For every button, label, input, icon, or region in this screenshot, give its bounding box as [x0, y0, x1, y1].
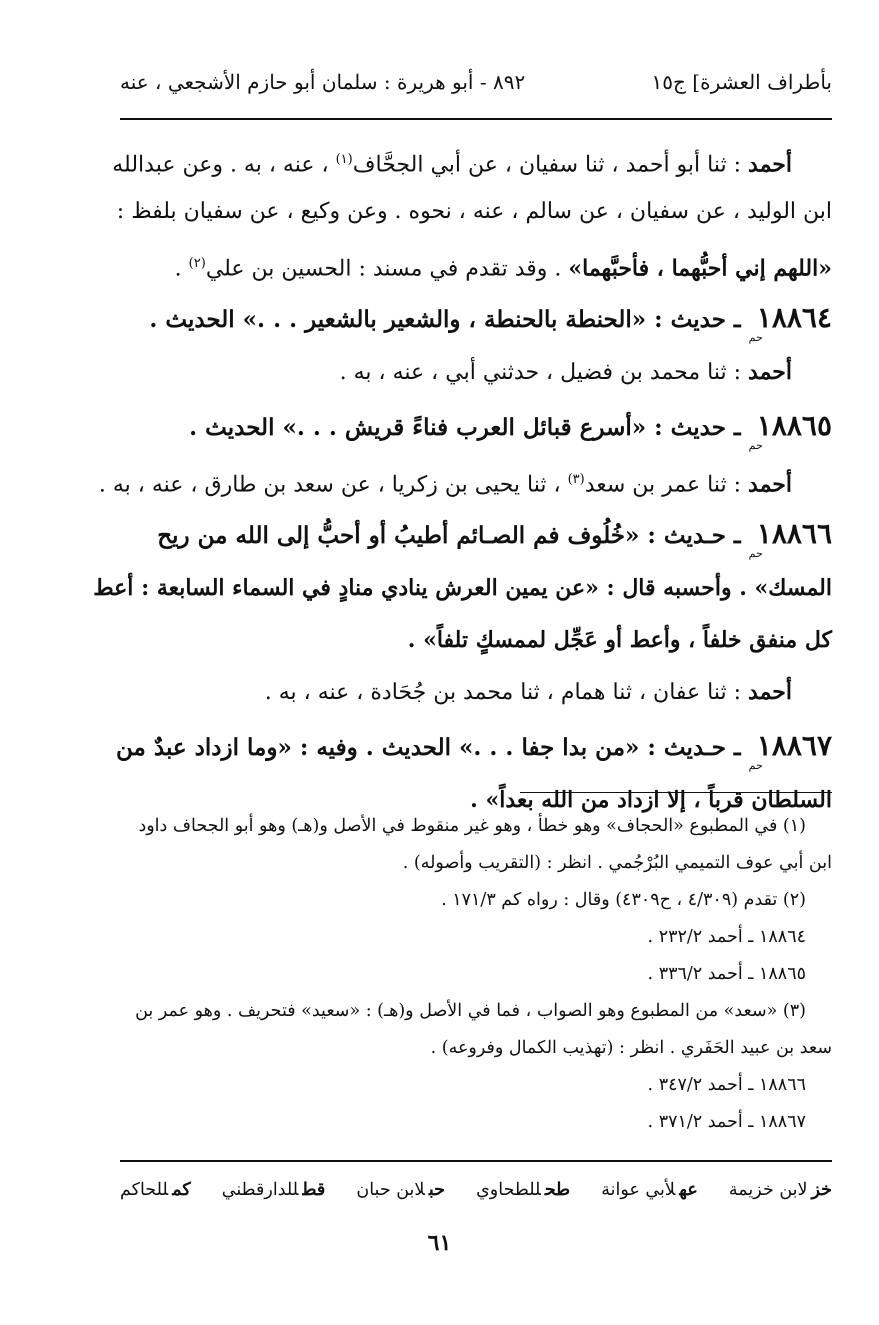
- abbrev-item: [356, 1180, 445, 1200]
- text-line: [116, 186, 832, 238]
- text-line: [112, 134, 832, 186]
- source-name: أحمد: [748, 151, 792, 178]
- text-line: [93, 562, 832, 614]
- hadith-number: [748, 301, 832, 344]
- source-mark: حم: [748, 331, 763, 344]
- hadith-quote: «اللهم إني أحبُّهما ، فأحبَّهما»: [568, 255, 832, 282]
- hadith-heading: [116, 718, 832, 774]
- abbrev-code: طح: [544, 1180, 571, 1200]
- abbrev-item: [601, 1180, 698, 1200]
- hadith-quote: المسك» . وأحسبه قال : «عن يمين العرش ينادي منادٍ في السماء السابعة : أعط: [93, 575, 832, 601]
- punctuation: .: [174, 256, 189, 282]
- abbrev-item: [476, 1180, 570, 1200]
- reference-line: ١٨٨٦٦ ـ أحمد ٣٤٧/٢ .: [647, 1075, 806, 1095]
- abbrev-code: قط: [302, 1180, 326, 1200]
- footnote-line: (٢) تقدم (٤/٣٠٩ ، ح٤٣٠٩) وقال : رواه كم ١٧١/٣ .: [441, 890, 806, 910]
- chain-text: ، ثنا يحيى بن زكريا ، عن سعد بن طارق ، عنه ، به .: [98, 472, 568, 498]
- source-name: أحمد: [748, 471, 792, 498]
- footnote-ref: (٢): [188, 256, 206, 271]
- abbrev-code: حب: [428, 1180, 445, 1200]
- footnote-line: ابن أبي عوف التميمي البُرْجُمي . انظر : (التقريب وأصوله) .: [402, 853, 832, 873]
- header-rule: [120, 118, 832, 120]
- footnote-line: (٣) «سعد» من المطبوع وهو الصواب ، فما في الأصل و(هـ) : «سعيد» فتحريف . وهو عمر بن: [135, 1001, 806, 1021]
- text-line: [120, 666, 832, 718]
- hadith-number-text: ١٨٨٦٤: [756, 301, 832, 334]
- footnote-line: (١) في المطبوع «الحجاف» وهو خطأ ، وهو غير منقوط في الأصل و(هـ) وهو أبو الجحاف داود: [138, 816, 806, 836]
- hadith-heading: [120, 290, 832, 346]
- chain-text: : ثنا أبو أحمد ، ثنا سفيان ، عن أبي الجحَّاف: [352, 152, 749, 178]
- source-mark: حم: [748, 759, 763, 772]
- abbreviation-key: [120, 1170, 832, 1210]
- header-volume: بأطراف العشرة] ج١٥: [651, 70, 832, 94]
- running-header: [120, 62, 832, 102]
- hadith-title: ـ حـديث : «من بدا جفا . . .» الحديث . وفيه : «وما ازداد عبدٌ من: [116, 734, 749, 761]
- main-text: [93, 134, 832, 826]
- chain-text: : ثنا محمد بن فضيل ، حدثني أبي ، عنه ، به .: [339, 360, 749, 385]
- text-line: [120, 614, 832, 666]
- chain-text: : ثنا عفان ، ثنا همام ، ثنا محمد بن جُحَادة ، عنه ، به .: [264, 680, 749, 705]
- hadith-quote: كل منفق خلفاً ، وأعط أو عَجِّل لممسكٍ تلفاً» .: [407, 627, 832, 653]
- abbrev-name: للدارقطني: [221, 1180, 299, 1200]
- hadith-number-text: ١٨٨٦٥: [756, 409, 832, 442]
- abbrev-name: لابن حبان: [356, 1180, 425, 1200]
- abbrev-code: كم: [172, 1180, 191, 1200]
- header-chapter: ٨٩٢ - أبو هريرة : سلمان أبو حازم الأشجعي ، عنه: [120, 70, 526, 94]
- source-mark: حم: [748, 547, 763, 560]
- hadith-quote: السلطان قرباً ، إلا ازداد من الله بعداً» .: [470, 787, 832, 813]
- hadith-heading: [120, 398, 832, 454]
- footnote-ref: (٣): [567, 472, 585, 487]
- chain-text: : ثنا عمر بن سعد: [584, 472, 749, 498]
- abbrev-name: للطحاوي: [476, 1180, 541, 1200]
- hadith-number-text: ١٨٨٦٦: [756, 517, 832, 550]
- abbrev-name: لابن خزيمة: [728, 1180, 808, 1200]
- abbrev-name: للحاكم: [120, 1180, 169, 1200]
- chain-text: ابن الوليد ، عن سفيان ، عن سالم ، عنه ، نحوه . وعن وكيع ، عن سفيان بلفظ :: [116, 199, 832, 224]
- hadith-number: [748, 409, 832, 452]
- hadith-title: ـ حديث : «أسرع قبائل العرب فناءً قريش . . .» الحديث .: [189, 414, 749, 441]
- reference-line: ١٨٨٦٧ ـ أحمد ٣٧١/٢ .: [647, 1112, 806, 1132]
- text-line: [120, 238, 832, 290]
- hadith-title: ـ حـديث : «خُلُوف فم الصـائم أطيبُ أو أحبُّ إلى الله من ريح: [157, 522, 749, 549]
- abbrev-code: عه: [679, 1180, 698, 1200]
- footnote-rule: [520, 792, 832, 793]
- hadith-heading: [120, 506, 832, 562]
- hadith-number: [748, 729, 832, 772]
- abbrev-item: [729, 1180, 832, 1200]
- footnotes: [120, 808, 832, 1141]
- reference-line: ١٨٨٦٤ ـ أحمد ٢٣٢/٢ .: [647, 927, 806, 947]
- source-name: أحمد: [748, 359, 792, 385]
- abbrev-code: خز: [811, 1180, 832, 1200]
- abbrev-item: [222, 1180, 325, 1200]
- hadith-title: ـ حديث : «الحنطة بالحنطة ، والشعير بالشعير . . .» الحديث .: [149, 306, 749, 333]
- source-name: أحمد: [748, 679, 792, 705]
- text-line: [98, 454, 832, 506]
- chain-text: ، عنه ، به . وعن عبدالله: [112, 152, 336, 178]
- source-mark: حم: [748, 439, 763, 452]
- footnote-ref: (١): [335, 152, 353, 167]
- hadith-number: [748, 517, 832, 560]
- abbrev-item: [120, 1180, 191, 1200]
- text-line: [120, 346, 832, 398]
- footnote-line: سعد بن عبيد الحَفَري . انظر : (تهذيب الكمال وفروعه) .: [430, 1038, 832, 1058]
- abbrev-name: لأبي عوانة: [601, 1180, 676, 1200]
- abbrev-rule: [120, 1160, 832, 1162]
- page-number: ٦١: [427, 1230, 452, 1256]
- chain-text: . وقد تقدم في مسند : الحسين بن علي: [205, 256, 569, 282]
- hadith-number-text: ١٨٨٦٧: [756, 729, 832, 762]
- reference-line: ١٨٨٦٥ ـ أحمد ٣٣٦/٢ .: [647, 964, 806, 984]
